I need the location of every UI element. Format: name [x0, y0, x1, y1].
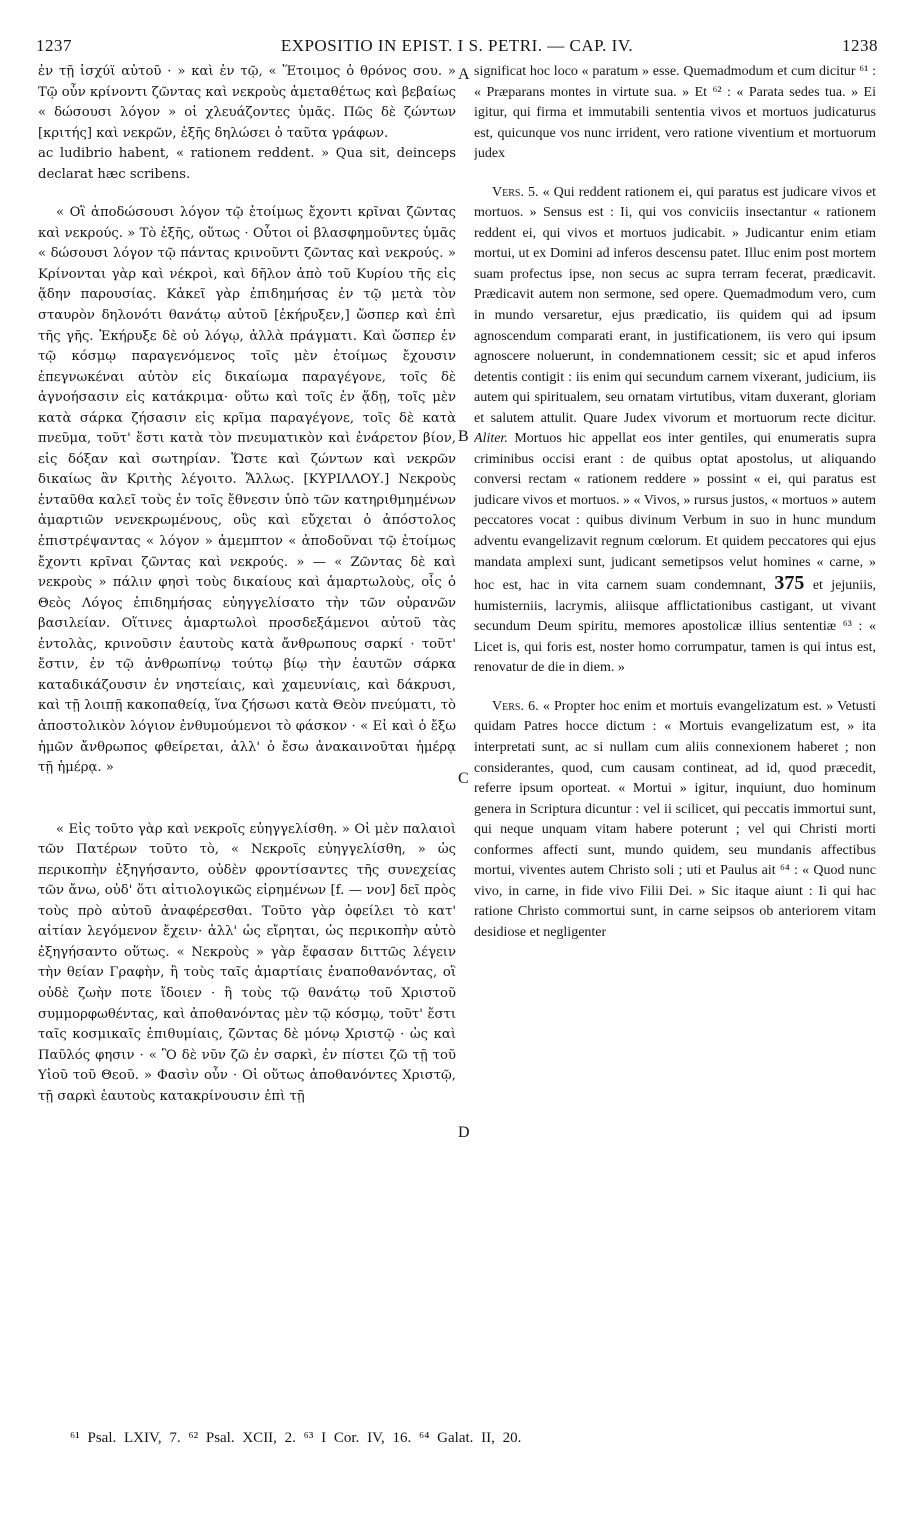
margin-letter-c: C [458, 770, 469, 787]
latin-paragraph-2-text-b: Mortuos hic appellat eos inter gentiles, qui enumeratis supra criminibus occisi erant : de quibus optat apostolus, ut aliquando conversi rectam « rationem reddere » possint « ei, qui paratus est judicare vivos et mortuos. » « Vivos, » rursus justos, « mortuos » autem peccatores vocat : quibus divinum Verbum in suo in hunc mundum adventu evangelizavit regnum cœlorum. Et quidem peccatores qui ejus mandata amplexi sunt, judicant semetipsos velut homines « carne, » hoc est, hac in vita carnem suam condemnant, [474, 431, 876, 594]
greek-paragraph-1: ἐν τῇ ἰσχύϊ αὐτοῦ · » καὶ ἐν τῷ, « Ἕτοιμος ὁ θρόνος σου. » Τῷ οὖν κρίνοντι ζῶντας καὶ νεκροὺς ἀμεταθέτως καὶ βεβαίως « δώσουσι λόγον » οἱ χλευάζοντες ὑμᾶς. Πῶς δὲ ζώντων [κριτής] καὶ νεκρῶν, ἑξῆς δηλώσει ὁ ταῦτα γράφων. [38, 64, 456, 141]
margin-letter-b: B [458, 428, 469, 445]
column-number: 375 [774, 572, 805, 595]
running-header [36, 36, 878, 58]
page-number-right: 1238 [842, 36, 878, 55]
aliter-label: Aliter. [474, 431, 508, 447]
latin-paragraph-2 [474, 183, 876, 679]
page-number-left: 1237 [36, 36, 72, 55]
margin-letter-d: D [458, 1124, 470, 1141]
margin-letter-a: A [458, 66, 470, 83]
greek-paragraph-2: « Οἳ ἀποδώσουσι λόγον τῷ ἑτοίμως ἔχοντι κρῖναι ζῶντας καὶ νεκρούς. » Τὸ ἑξῆς, οὕτως · Οὗτοι οἱ βλασφημοῦντες ὑμᾶς « δώσουσι λόγον τῷ πάντας κρινοῦντι ζῶντας καὶ νεκρούς. » Κρίνονται γὰρ καὶ νέκροὶ, καὶ δῆλον ἀπὸ τοῦ Κυρίου τῆς εἰς ᾅδην παρουσίας. Κἀκεῖ γὰρ ἐπιδημήσας ἐν τῷ μετὰ τὸν σταυρὸν δηλονότι θανάτῳ αὐτοῦ [ἐκήρυξεν,] ὥσπερ καὶ ἐπὶ τῆς γῆς. Ἐκήρυξε δὲ οὐ λόγῳ, ἀλλὰ πράγματι. Καὶ ὥσπερ ἐν τῷ κόσμῳ παραγενόμενος τοῖς μὲν ἑτοίμως ἔχουσιν ἐπεγνωκέναι αὐτὸν εἰς δικαίωμα παραγέγονε, τοῖς δὲ ἀγνοήσασιν εἰς κατάκριμα· οὕτω καὶ τοῖς ἐν ᾅδῃ, τοῖς μὲν κατὰ σάρκα ζήσασιν εἰς κρῖμα παραγέγονε, τοῖς δὲ κατὰ πνεῦμα, τοῦτ' ἔστι κατὰ τὸν πνευματικὸν καὶ ἐνάρετον βίον, εἰς δόξαν καὶ σωτηρίαν. Ὥστε καὶ ζώντων καὶ νεκρῶν δικαίως ἂν Κριτὴς λέγοιτο. Ἄλλως. [ΚΥΡΙΛΛΟΥ.] Νεκροὺς ἐνταῦθα καλεῖ τοὺς ἐν τοῖς ἔθνεσιν ὑπὸ τῶν κατηριθμημένων ἁμαρτιῶν νενεκρωμένους, οὓς καὶ εὔχεται ὁ ἀπόστολος ἐπιστρέψαντας « λόγον » ἀμεμπτον « ἀποδοῦναι τῷ ἑτοίμως ἔχοντι κρῖναι ζῶντας καὶ νεκρούς. » — « Ζῶντας δὲ καὶ νεκροὺς » πάλιν φησὶ τοὺς δικαίους καὶ ἁμαρτωλοὺς, οἷς ὁ Θεὸς Λόγος ἐπιδημήσας εὐηγγελίσατο τὴν τῶν οὐρανῶν βασιλείαν. Οἵτινες ἁμαρτωλοὶ προσδεξάμενοι αὐτοῦ τὰς ἐντολὰς, κρινοῦσιν ἑαυτοὺς κατὰ ἄνθρωπους σαρκί · τοῦτ' ἔστιν, ἐν τῷ ἀνθρωπίνῳ τούτῳ βίῳ τὴν ἑαυτῶν σάρκα καταδικάζουσιν ἐν νηστείαις, καὶ χαμευνίαις, καὶ δάκρυσι, καὶ τῇ λοιπῇ κακοπαθείᾳ, ἵνα ζήσωσι κατὰ Θεὸν πνεύματι, τὸ ἀποστολικὸν λόγιον ἐνθυμούμενοι τὸ φάσκον · « Εἰ καὶ ὁ ἔξω ἡμῶν ἄνθρωπος φθείρεται, ἀλλ' ὁ ἔσω ἀνακαινοῦται ἡμέρᾳ τῇ ἡμέρᾳ. » [38, 205, 456, 776]
latin-paragraph-2-text-c: et jejuniis, humisterniis, lacrymis, aliisque afflictationibus castigant, ut vivant secundum Deum spiritu, memores apostolicæ illius sententiæ ⁶³ : « Licet is, qui foris est, noster homo corrumpatur, tamen is qui intus est, renovatur de die in diem. » [474, 578, 876, 676]
greek-column [38, 62, 456, 1107]
latin-carryover: ac ludibrio habent, « rationem reddent. » Qua sit, deinceps declarat hæc scribens. [38, 146, 456, 182]
latin-paragraph-1: significat hoc loco « paratum » esse. Quemadmodum et cum dicitur ⁶¹ : « Præparans montes in virtute sua. » Et ⁶² : « Parata sedes tua. » Ei igitur, qui firma et immutabili sententia vivos et mortuos judicaturus est, quicunque vos nunc irrident, vero ratione viventium et mortuorum judex [474, 64, 876, 162]
verse-label-5: Vers. 5. [492, 184, 539, 200]
greek-paragraph-3: « Εἰς τοῦτο γὰρ καὶ νεκροῖς εὐηγγελίσθη. » Οἱ μὲν παλαιοὶ τῶν Πατέρων τοῦτο τὸ, « Νεκροῖς εὐηγγελίσθη, » ὡς περικοπὴν ἐξηγήσαντο, οὐδὲν φροντίσαντες τῆς συνεχείας τῶν ἄνω, οὐδ' ὅτι αἰτιολογικῶς εἰρημένων [f. — νον] δεῖ πρὸς τοὺς πρὸ αὐτοῦ ἀναφέρεσθαι. Τοῦτο γὰρ ὀφείλει τὸ κατ' αἰτίαν λεγόμενον ἔχειν· ἀλλ' ὡς εἴρηται, ὡς περικοπὴν αὐτὸ ἐξηγήσαντο οὕτως. « Νεκροὺς » γὰρ ἔφασαν διττῶς λέγειν τὴν θείαν Γραφὴν, ἢ τοὺς ταῖς ἁμαρτίαις ἐναποθανόντας, οἳ οὐδὲ ζωὴν ποτε ἴδοιεν · ἢ τοὺς τῷ θανάτῳ τοῦ Χριστοῦ συμμορφωθέντας, καὶ ἀποθανόντας μὲν τῷ κόσμῳ, τοῦτ' ἔστι ταῖς κοσμικαῖς ἐπιθυμίαις, ζῶντας δὲ μόνῳ Χριστῷ · ὡς καὶ Παῦλός φησιν · « Ὃ δὲ νῦν ζῶ ἐν σαρκὶ, ἐν πίστει ζῶ τῇ τοῦ Υἱοῦ τοῦ Θεοῦ. » Φασὶν οὖν · Οἱ οὕτως ἀποθανόντες Χριστῷ, τῇ σαρκὶ ἑαυτοὺς κατακρίνουσιν ἐπὶ τῇ [38, 821, 456, 1104]
latin-paragraph-2-text-a: « Qui reddent rationem ei, qui paratus est judicare vivos et mortuos. » Sensus est : Ii, qui vos conviciis insectantur « rationem reddent ei, qui vivos et mortuos judicabit. » Judicantur enim etiam mortui, ut ex Domini ad inferos descensu patet. Illuc enim post mortem suam profectus ipse, non secus ac supra terram fecerat, prædicavit. Prædicavit autem non sermone, sed opere. Quemadmodum vero, cum in mundo versaretur, ejus prædicatio, iis quidem qui ad ipsum agnoscendum comparati erant, in justificationem, iis vero qui ipsum agnoscere noluerunt, in condemnationem cessit; sic et apud inferos detentis contigit : iis enim qui secundum carnem vixerant, judicium, iis autem qui spiritualem, seu ornatam virtutibus, vitam duxerant, gloriam et salutem attulit. Quare Judex vivorum et mortuorum recte dicitur. [474, 184, 876, 426]
running-title: EXPOSITIO IN EPIST. I S. PETRI. — CAP. IV. [280, 36, 634, 55]
latin-paragraph-3 [474, 697, 876, 944]
latin-paragraph-3-text: « Propter hoc enim et mortuis evangelizatum est. » Vetusti quidam Patres hocce dictum : « Mortuis evangelizatum est, » ita interpretati sunt, ac si nullam cum aliis connexionem haberet ; non considerantes, quod, cum causam contineat, ad id, quod præcedit, referre ipsum oporteat. « Mortui » igitur, inquiunt, duo hominum genera in Scriptura dicuntur : vel ii scilicet, qui peccatis immortui sunt, qui neque unquam vitam habere poterunt ; vel qui Christi morti conformes affecti sunt, mundo quidem, seu mundanis affectibus mortui, viventes autem Christo soli ; uti et Paulus ait ⁶⁴ : « Quod nunc vivo, in carne, in fide vivo Filii Dei. » Sic itaque aiunt : Ii qui hac ratione Christo commortui sunt, in carne seipsos ob anteriorem vitam desidiose et negligenter [474, 698, 876, 940]
latin-column [474, 62, 876, 943]
footnotes: ⁶¹ Psal. LXIV, 7. ⁶² Psal. XCII, 2. ⁶³ I Cor. IV, 16. ⁶⁴ Galat. II, 20. [70, 1430, 522, 1446]
verse-label-6: Vers. 6. [492, 698, 539, 714]
